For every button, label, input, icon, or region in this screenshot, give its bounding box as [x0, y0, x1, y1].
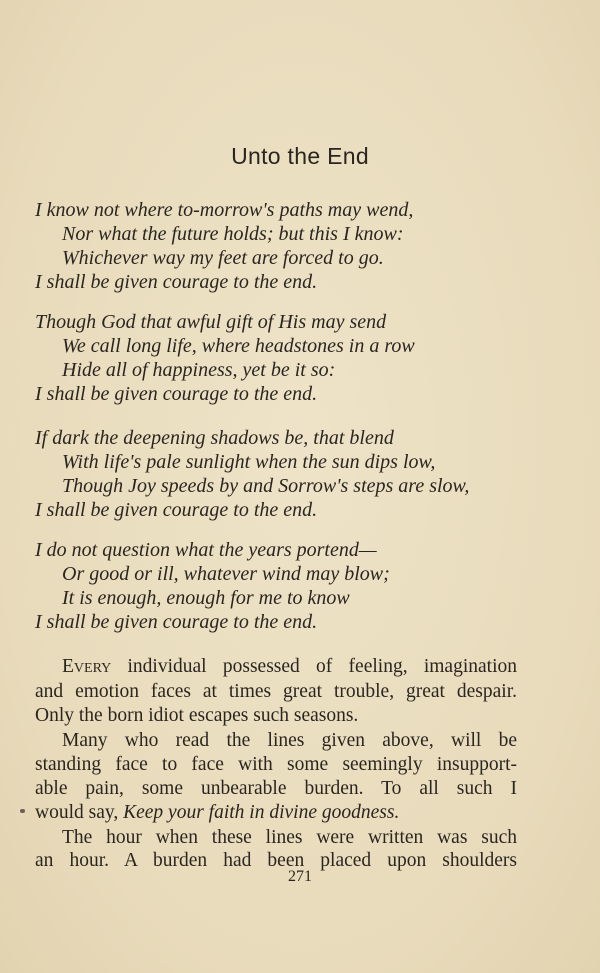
- prose-line: Many who read the lines given above, will be: [62, 730, 517, 751]
- poem-title: Unto the End: [231, 143, 369, 169]
- prose-line: The hour when these lines were written was such: [62, 827, 517, 848]
- poem-line: I know not where to-morrow's paths may wend,: [35, 199, 414, 221]
- poem-line: I do not question what the years portend—: [35, 539, 377, 561]
- poem-line: Nor what the future holds; but this I know:: [62, 223, 404, 245]
- poem-line: Though God that awful gift of His may send: [35, 311, 387, 333]
- margin-mark: [20, 809, 25, 813]
- page-number: 271: [288, 868, 312, 885]
- poem-line: We call long life, where headstones in a row: [62, 335, 415, 357]
- poem-line: I shall be given courage to the end.: [35, 383, 318, 405]
- poem-line: Hide all of happiness, yet be it so:: [62, 359, 336, 381]
- poem-line: Or good or ill, whatever wind may blow;: [62, 563, 390, 585]
- poem-line: I shall be given courage to the end.: [35, 499, 318, 521]
- poem-line: I shall be given courage to the end.: [35, 611, 318, 633]
- prose-line: Every individual possessed of feeling, imagination: [62, 656, 517, 677]
- poem-line: With life's pale sunlight when the sun dips low,: [62, 451, 436, 473]
- drop-word: Every: [62, 656, 112, 677]
- prose-line: would say, Keep your faith in divine goodness.: [35, 802, 400, 823]
- poem-line: It is enough, enough for me to know: [62, 587, 350, 609]
- poem-line: Though Joy speeds by and Sorrow's steps are slow,: [62, 475, 470, 497]
- prose-line: an hour. A burden had been placed upon shoulders: [35, 850, 517, 871]
- poem-line: If dark the deepening shadows be, that blend: [35, 427, 394, 449]
- poem-line: I shall be given courage to the end.: [35, 271, 318, 293]
- prose-line: able pain, some unbearable burden. To all such I: [35, 778, 517, 799]
- prose-line: and emotion faces at times great trouble, great despair.: [35, 681, 517, 702]
- prose-line: Only the born idiot escapes such seasons.: [35, 705, 359, 726]
- emphasis-text: Keep your faith in divine goodness.: [123, 802, 400, 823]
- poem-line: Whichever way my feet are forced to go.: [62, 247, 384, 269]
- prose-line: standing face to face with some seemingly insupport-: [35, 754, 517, 775]
